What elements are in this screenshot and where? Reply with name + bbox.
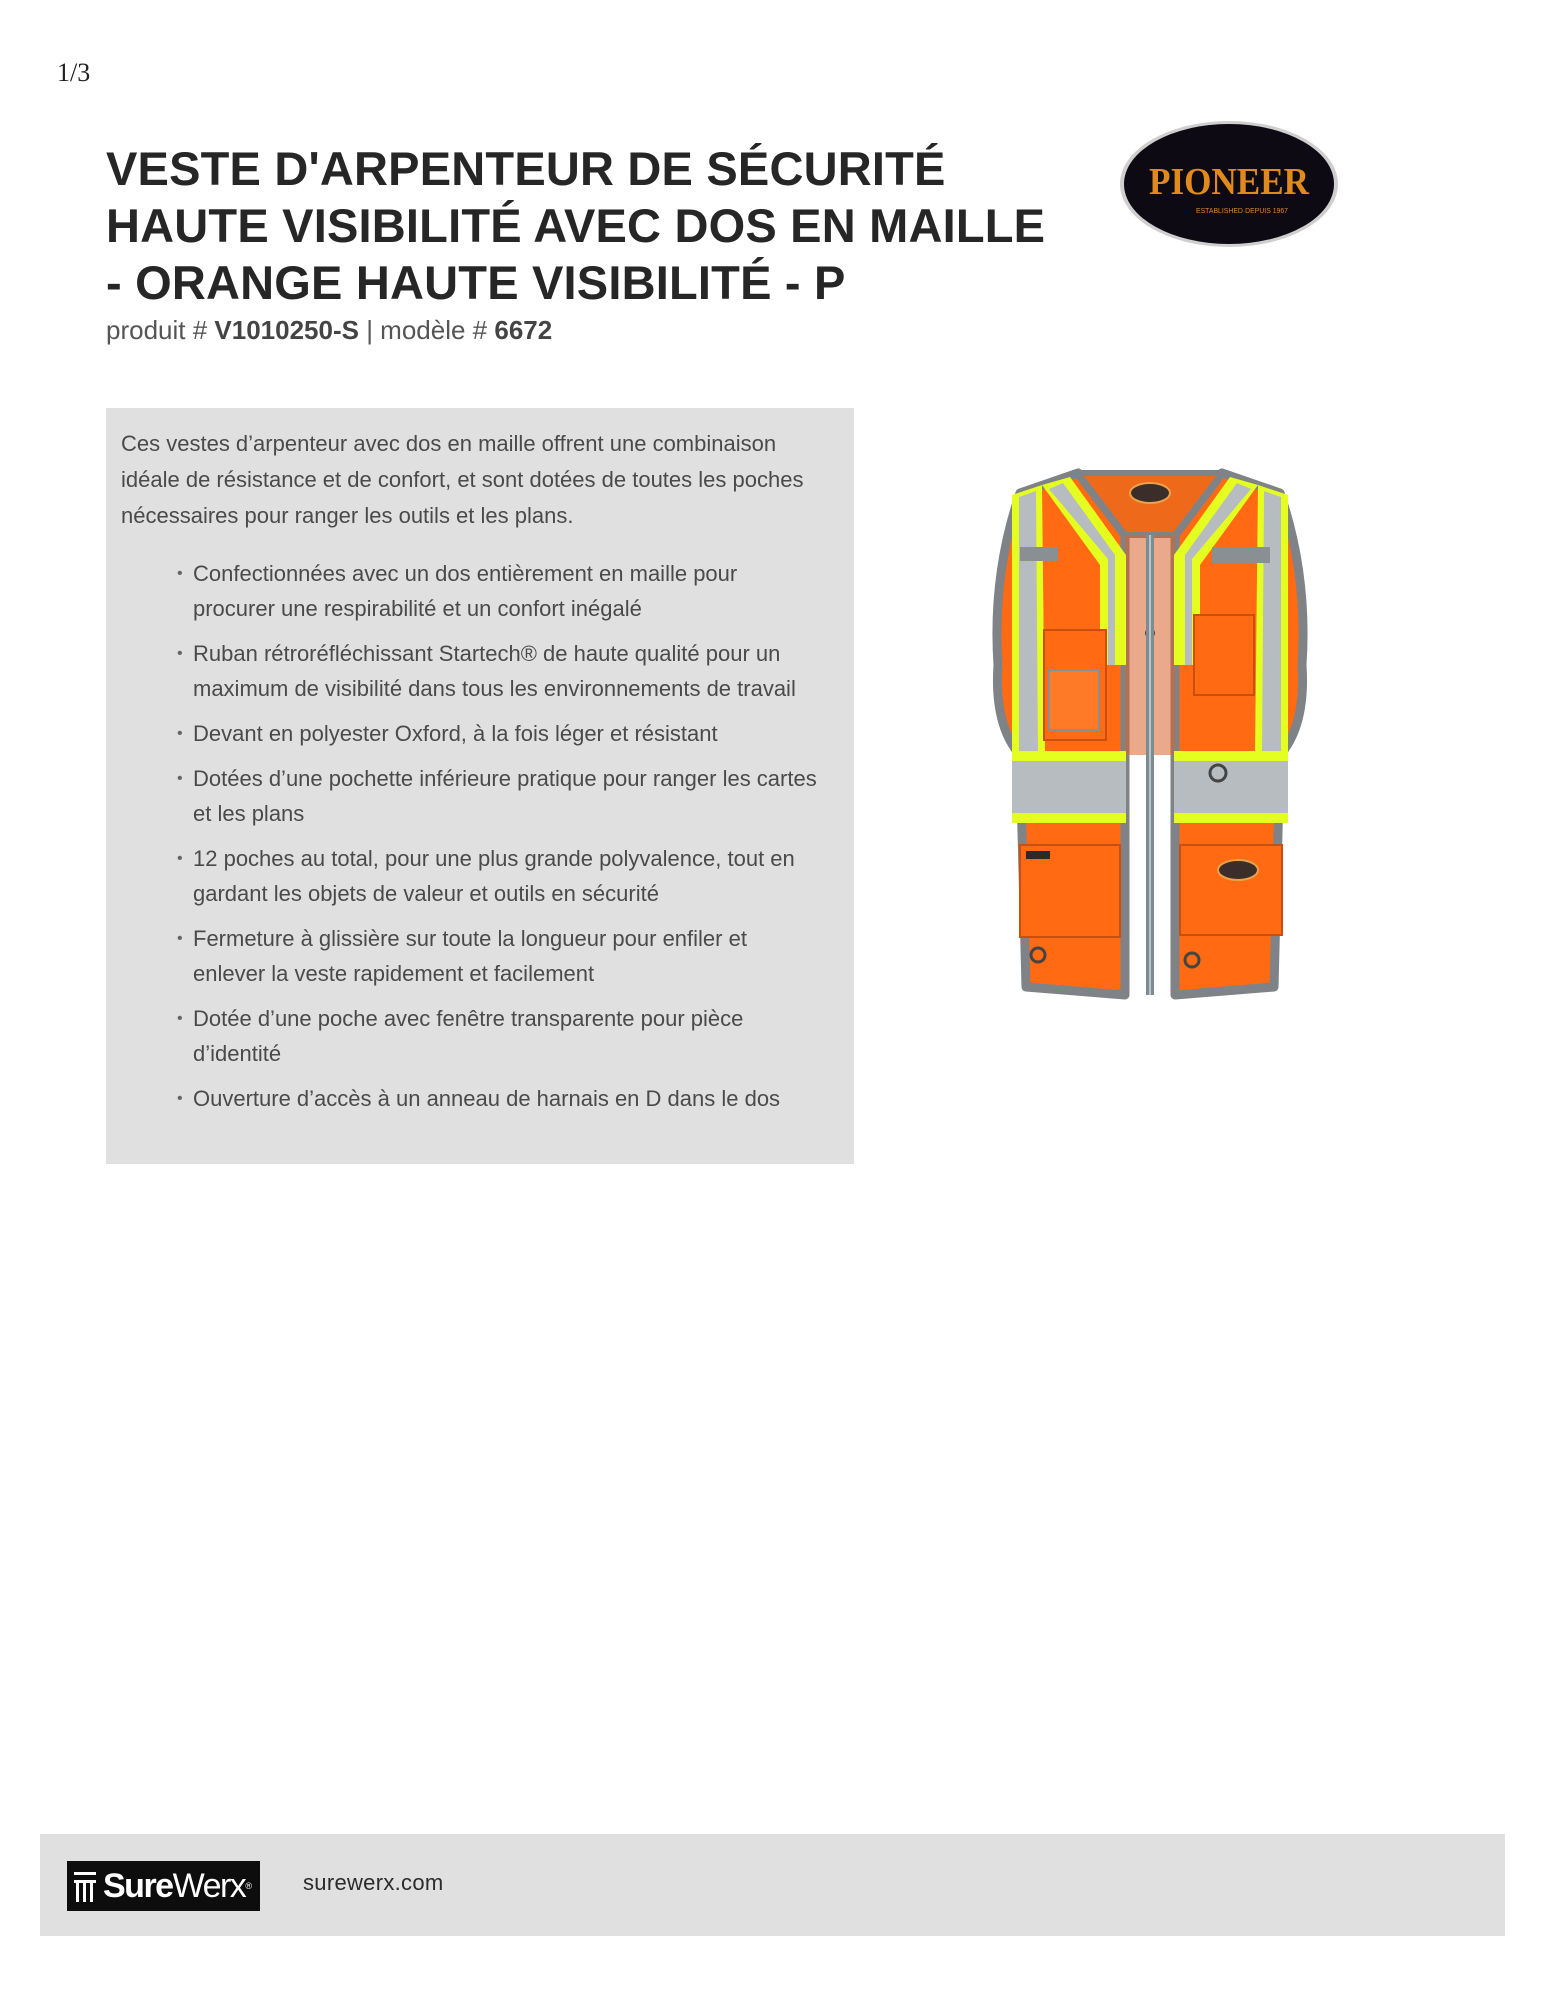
feature-text: Ruban rétroréfléchissant Startech® de haute qualité pour un maximum de visibilité dans tous les environnements de travail xyxy=(193,641,796,701)
website-link[interactable]: surewerx.com xyxy=(303,1870,444,1895)
feature-item xyxy=(177,841,824,911)
feature-item xyxy=(177,921,824,991)
page-footer xyxy=(40,1834,1505,1936)
bullet-icon: • xyxy=(177,645,183,662)
feature-item xyxy=(177,636,824,706)
bullet-icon: • xyxy=(177,770,183,787)
pioneer-logo xyxy=(1118,118,1340,250)
pioneer-logo-tagline: ESTABLISHED·DEPUIS 1967 xyxy=(1196,208,1289,215)
bullet-icon: • xyxy=(177,1090,183,1107)
safety-vest-image xyxy=(950,455,1350,1025)
feature-list xyxy=(121,556,824,1116)
product-intro: Ces vestes d’arpenteur avec dos en maille offrent une combinaison idéale de résistance et de confort, et sont dotées de toutes les poches nécessaires pour ranger les outils et les plans. xyxy=(121,431,804,528)
product-title: VESTE D'ARPENTEUR DE SÉCURITÉ HAUTE VISIBILITÉ AVEC DOS EN MAILLE - ORANGE HAUTE VISIBILITÉ - P xyxy=(106,142,1046,309)
feature-item xyxy=(177,761,824,831)
product-number-label: produit # xyxy=(106,315,215,345)
feature-text: Fermeture à glissière sur toute la longueur pour enfiler et enlever la veste rapidement et facilement xyxy=(193,926,747,986)
bullet-icon: • xyxy=(177,725,183,742)
feature-item xyxy=(177,1081,824,1116)
surewerx-logo xyxy=(67,1861,260,1911)
brand-light: Werx xyxy=(172,1867,246,1905)
bullet-icon: • xyxy=(177,1010,183,1027)
model-number-label: modèle # xyxy=(380,315,495,345)
page-number: 1/3 xyxy=(57,58,91,87)
bullet-icon: • xyxy=(177,565,183,582)
surewerx-wordmark xyxy=(103,1865,252,1907)
feature-item xyxy=(177,1001,824,1071)
product-identifiers xyxy=(106,315,1066,346)
product-number: V1010250-S xyxy=(214,315,359,345)
surewerx-mark-icon xyxy=(71,1868,99,1904)
bullet-icon: • xyxy=(177,850,183,867)
feature-text: Ouverture d’accès à un anneau de harnais en D dans le dos xyxy=(193,1086,781,1111)
feature-text: 12 poches au total, pour une plus grande polyvalence, tout en gardant les objets de valeur et outils en sécurité xyxy=(193,846,795,906)
feature-text: Dotée d’une poche avec fenêtre transparente pour pièce d’identité xyxy=(193,1006,744,1066)
feature-text: Confectionnées avec un dos entièrement en maille pour procurer une respirabilité et un confort inégalé xyxy=(193,561,738,621)
pioneer-logo-wordmark: PIONEER xyxy=(1149,161,1310,203)
product-header xyxy=(106,140,1066,346)
feature-text: Devant en polyester Oxford, à la fois léger et résistant xyxy=(193,721,718,746)
bullet-icon: • xyxy=(177,930,183,947)
feature-item xyxy=(177,716,824,751)
model-number: 6672 xyxy=(494,315,553,345)
identifier-separator: | xyxy=(358,315,381,345)
registered-mark: ® xyxy=(245,1881,252,1891)
brand-bold: Sure xyxy=(103,1867,173,1905)
feature-item xyxy=(177,556,824,626)
product-description-panel xyxy=(106,408,854,1164)
feature-text: Dotées d’une pochette inférieure pratique pour ranger les cartes et les plans xyxy=(193,766,817,826)
